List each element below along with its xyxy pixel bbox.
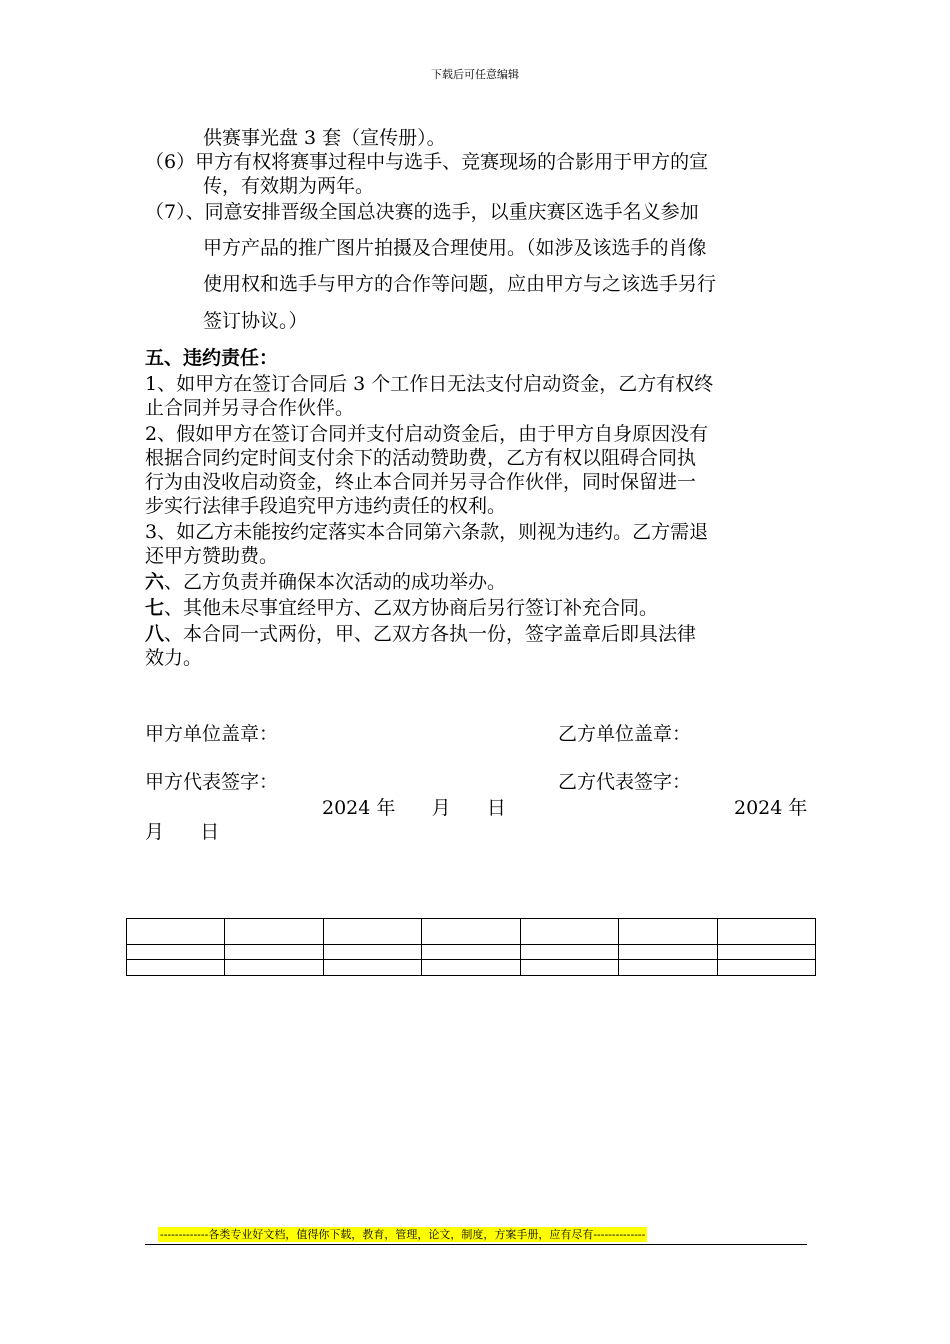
body-line: 传，有效期为两年。 (203, 175, 375, 197)
table-cell (127, 960, 225, 976)
table-cell (323, 919, 421, 945)
page-header: 下载后可任意编辑 (431, 68, 519, 81)
footer-divider (145, 1244, 807, 1245)
table-row (127, 960, 816, 976)
section-heading: 五、违约责任： (145, 347, 279, 369)
table-cell (422, 945, 520, 960)
body-line: 1、如甲方在签订合同后 3 个工作日无法支付启动资金，乙方有权终 (145, 373, 714, 395)
table-cell (323, 945, 421, 960)
clause-number: 六 (145, 571, 165, 593)
table-cell (422, 919, 520, 945)
body-line: 行为由没收启动资金，终止本合同并另寻合作伙伴，同时保留进一 (145, 471, 697, 493)
table-cell (422, 960, 520, 976)
body-line: 根据合同约定时间支付余下的活动赞助费，乙方有权以阻碍合同执 (145, 447, 697, 469)
body-line: 效力。 (145, 647, 203, 669)
table-cell (520, 960, 618, 976)
body-line: 使用权和选手与甲方的合作等问题，应由甲方与之该选手另行 (203, 273, 717, 295)
blank-table (126, 918, 816, 976)
body-line: 3、如乙方未能按约定落实本合同第六条款，则视为违约。乙方需退 (145, 521, 709, 543)
table-cell (127, 945, 225, 960)
clause-text: 、其他未尽事宜经甲方、乙双方协商后另行签订补充合同。 (164, 597, 659, 619)
party-b-date-year: 2024 年 (734, 797, 808, 819)
clause-8 (145, 622, 696, 646)
party-b-seal-label: 乙方单位盖章： (558, 723, 692, 745)
body-line: （7）、同意安排晋级全国总决赛的选手，以重庆赛区选手名义参加 (145, 201, 699, 223)
body-line: 供赛事光盘 3 套（宣传册）。 (203, 127, 446, 149)
table-cell (717, 945, 815, 960)
body-line: 止合同并另寻合作伙伴。 (145, 397, 355, 419)
table-cell (717, 960, 815, 976)
table-cell (225, 960, 323, 976)
table-cell (619, 945, 717, 960)
party-a-sign-label: 甲方代表签字： (145, 771, 279, 793)
table-cell (717, 919, 815, 945)
table-cell (619, 919, 717, 945)
table-cell (520, 919, 618, 945)
party-b-sign-label: 乙方代表签字： (558, 771, 692, 793)
table-cell (225, 919, 323, 945)
body-line: （6）甲方有权将赛事过程中与选手、竞赛现场的合影用于甲方的宣 (145, 151, 709, 173)
body-line: 甲方产品的推广图片拍摄及合理使用。（如涉及该选手的肖像 (203, 237, 707, 259)
party-a-date: 2024 年 月 日 (322, 797, 506, 819)
table-cell (323, 960, 421, 976)
table-cell (225, 945, 323, 960)
clause-number: 七 (145, 597, 165, 619)
clause-text: 、乙方负责并确保本次活动的成功举办。 (164, 571, 507, 593)
table-cell (127, 919, 225, 945)
body-line: 还甲方赞助费。 (145, 545, 279, 567)
clause-6 (145, 570, 506, 594)
clause-number: 八 (145, 623, 165, 645)
table-cell (619, 960, 717, 976)
clause-text: 、本合同一式两份，甲、乙双方各执一份，签字盖章后即具法律 (164, 623, 697, 645)
party-a-seal-label: 甲方单位盖章： (145, 723, 279, 745)
clause-7 (145, 596, 658, 620)
body-line: 2、假如甲方在签订合同并支付启动资金后，由于甲方自身原因没有 (145, 423, 709, 445)
table-cell (520, 945, 618, 960)
body-line: 步实行法律手段追究甲方违约责任的权利。 (145, 495, 507, 517)
party-b-date-rest: 月 日 (145, 821, 220, 843)
body-line: 签订协议。） (203, 310, 308, 332)
table-row (127, 919, 816, 945)
footer-banner: -------------各类专业好文档，值得你下载，教育，管理，论文，制度，方案手册，应有尽有-------------- (160, 1228, 646, 1241)
table-row (127, 945, 816, 960)
